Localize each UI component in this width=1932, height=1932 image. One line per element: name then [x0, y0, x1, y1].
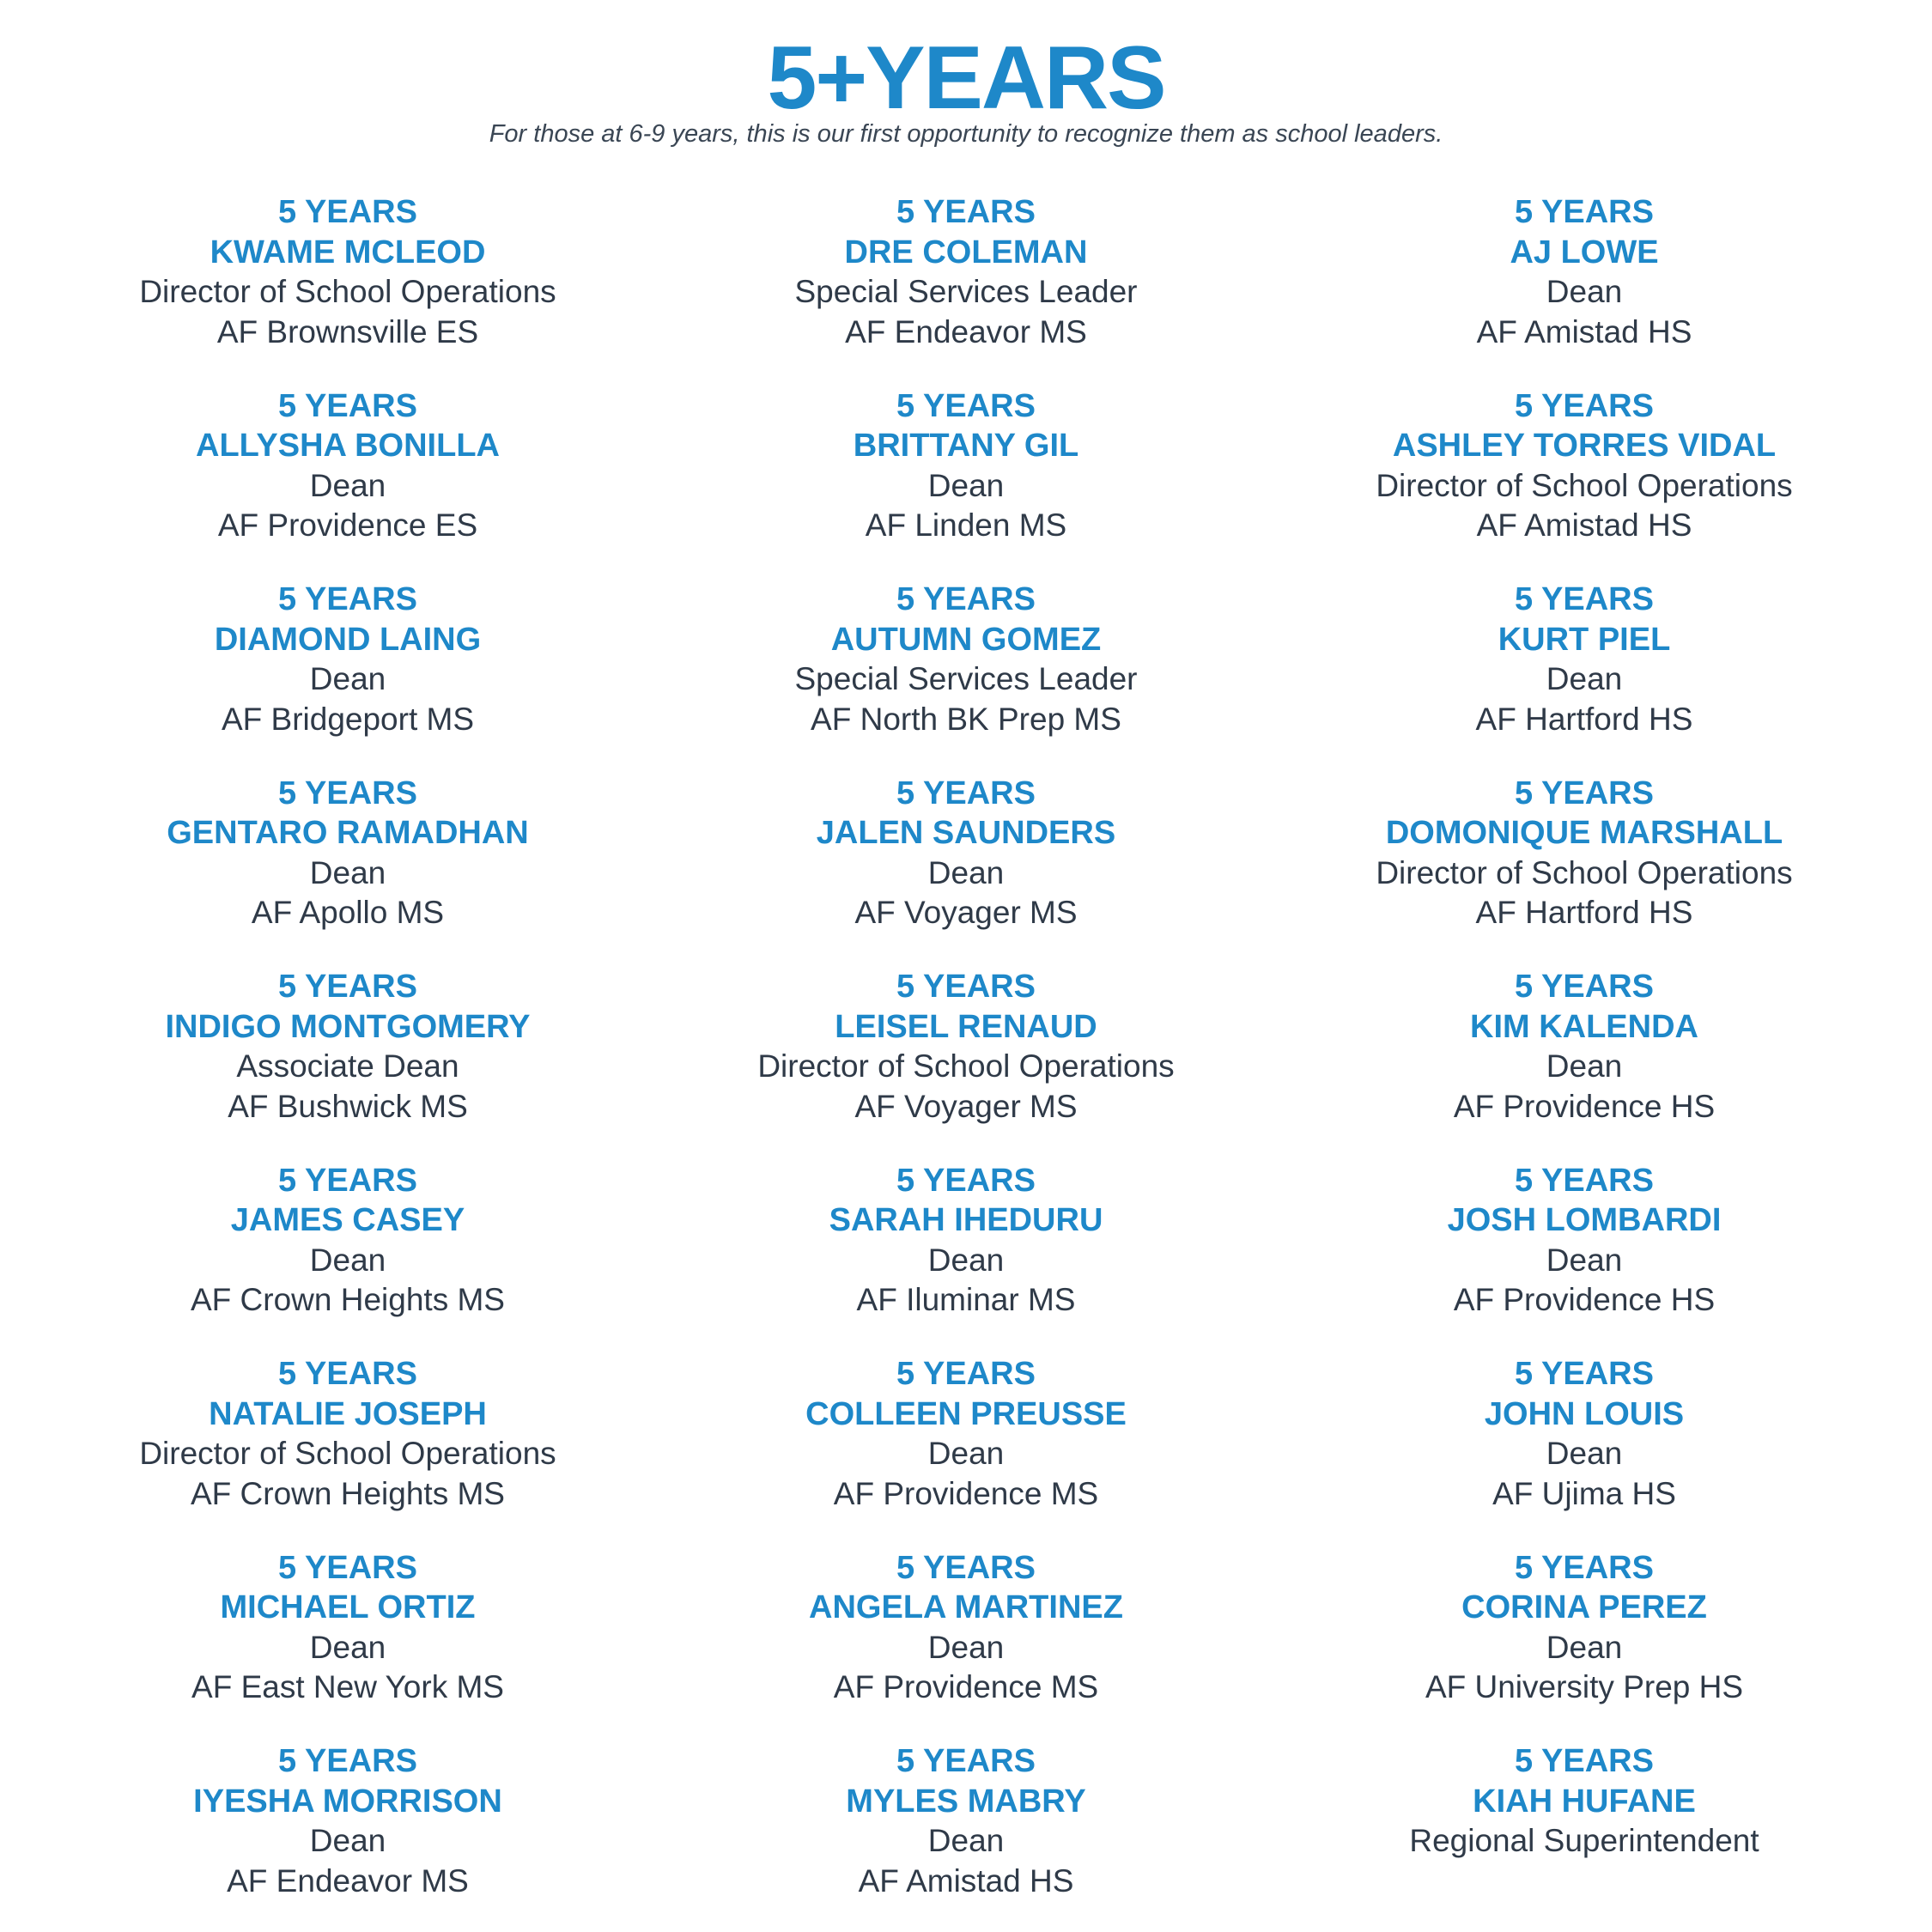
honoree-school: AF Bridgeport MS: [221, 701, 475, 737]
honoree-role: Dean: [309, 1629, 386, 1665]
honoree-role: Associate Dean: [236, 1048, 459, 1084]
honoree-school: AF Ujima HS: [1492, 1475, 1676, 1511]
honoree-card: [657, 386, 1275, 546]
honoree-school: AF Providence ES: [217, 507, 478, 543]
honoree-school: AF Bushwick MS: [228, 1088, 468, 1124]
honoree-school: AF Brownsville ES: [216, 313, 479, 349]
page-subtitle: For those at 6-9 years, this is our first opportunity to recognize them as school leaders.: [489, 120, 1443, 148]
honoree-name: MICHAEL ORTIZ: [220, 1589, 476, 1625]
honoree-name: DRE COLEMAN: [844, 234, 1088, 270]
honoree-role: Dean: [1546, 1048, 1623, 1084]
honoree-role: Dean: [309, 661, 386, 696]
honoree-card: [1275, 967, 1893, 1127]
honoree-years: 5 YEARS: [896, 1549, 1036, 1586]
honoree-school: AF Providence MS: [833, 1475, 1099, 1511]
honoree-name: INDIGO MONTGOMERY: [165, 1008, 531, 1045]
honoree-card: [1275, 774, 1893, 933]
honoree-years: 5 YEARS: [278, 969, 417, 1005]
honoree-name: KIAH HUFANE: [1473, 1783, 1696, 1820]
honoree-card: [1275, 1548, 1893, 1708]
honoree-school: AF Hartford HS: [1475, 701, 1693, 737]
honoree-card: [1275, 1741, 1893, 1862]
honoree-years: 5 YEARS: [896, 969, 1036, 1005]
honoree-name: KURT PIEL: [1498, 621, 1671, 658]
honoree-role: Dean: [927, 1436, 1005, 1471]
honoree-role: Dean: [1546, 274, 1623, 309]
honoree-years: 5 YEARS: [278, 1549, 417, 1586]
honoree-name: MYLES MABRY: [846, 1783, 1086, 1820]
honoree-name: DOMONIQUE MARSHALL: [1385, 815, 1783, 851]
honoree-card: [1275, 1354, 1893, 1514]
honoree-years: 5 YEARS: [1515, 1356, 1654, 1392]
honoree-name: KIM KALENDA: [1470, 1008, 1698, 1045]
honoree-card: [1275, 580, 1893, 739]
honoree-years: 5 YEARS: [896, 194, 1036, 230]
honoree-name: BRITTANY GIL: [853, 428, 1079, 464]
honoree-card: [657, 580, 1275, 739]
honoree-role: Director of School Operations: [139, 274, 556, 309]
honoree-name: AUTUMN GOMEZ: [830, 621, 1102, 658]
honoree-school: AF East New York MS: [191, 1669, 504, 1704]
honoree-years: 5 YEARS: [278, 1743, 417, 1779]
honoree-years: 5 YEARS: [1515, 387, 1654, 424]
honoree-years: 5 YEARS: [1515, 969, 1654, 1005]
honoree-school: AF Crown Heights MS: [191, 1282, 505, 1317]
honoree-role: Dean: [309, 854, 386, 890]
honoree-name: NATALIE JOSEPH: [209, 1395, 487, 1432]
honoree-card: [1275, 192, 1893, 352]
honoree-name: SARAH IHEDURU: [829, 1202, 1103, 1238]
honoree-name: GENTARO RAMADHAN: [167, 815, 529, 851]
honoree-card: [39, 192, 657, 352]
honoree-years: 5 YEARS: [278, 581, 417, 617]
honoree-role: Special Services Leader: [794, 274, 1138, 309]
honoree-years: 5 YEARS: [278, 1162, 417, 1199]
honoree-name: CORINA PEREZ: [1461, 1589, 1707, 1625]
honoree-years: 5 YEARS: [1515, 194, 1654, 230]
honoree-school: AF Amistad HS: [1476, 313, 1692, 349]
honoree-card: [39, 386, 657, 546]
honoree-name: ANGELA MARTINEZ: [809, 1589, 1123, 1625]
honoree-name: JAMES CASEY: [230, 1202, 465, 1238]
honoree-card: [657, 1548, 1275, 1708]
honoree-school: AF Amistad HS: [1476, 507, 1692, 543]
honoree-school: AF North BK Prep MS: [811, 701, 1121, 737]
honoree-name: ASHLEY TORRES VIDAL: [1392, 428, 1777, 464]
honoree-role: Director of School Operations: [1376, 467, 1793, 503]
honoree-name: JALEN SAUNDERS: [816, 815, 1116, 851]
page-title: 5+YEARS: [767, 28, 1165, 128]
honoree-card: [39, 774, 657, 933]
honoree-role: Dean: [309, 467, 386, 503]
honoree-school: AF Voyager MS: [854, 895, 1078, 930]
honoree-card: [1275, 386, 1893, 546]
honoree-role: Dean: [309, 1242, 386, 1278]
honoree-card: [657, 192, 1275, 352]
honoree-name: IYESHA MORRISON: [193, 1783, 502, 1820]
honoree-name: AJ LOWE: [1510, 234, 1659, 270]
honoree-card: [657, 1354, 1275, 1514]
honoree-years: 5 YEARS: [896, 1356, 1036, 1392]
honoree-school: AF Providence HS: [1453, 1088, 1716, 1124]
honoree-role: Dean: [927, 1629, 1005, 1665]
honoree-school: AF Voyager MS: [854, 1088, 1078, 1124]
honoree-school: AF University Prep HS: [1425, 1669, 1744, 1704]
honoree-school: AF Crown Heights MS: [191, 1475, 505, 1511]
honoree-name: ALLYSHA BONILLA: [196, 428, 500, 464]
honoree-school: AF Providence HS: [1453, 1282, 1716, 1317]
honoree-years: 5 YEARS: [896, 1743, 1036, 1779]
honoree-name: COLLEEN PREUSSE: [805, 1395, 1127, 1432]
honoree-card: [39, 580, 657, 739]
honoree-years: 5 YEARS: [896, 387, 1036, 424]
honoree-years: 5 YEARS: [1515, 1549, 1654, 1586]
honoree-role: Dean: [1546, 1629, 1623, 1665]
honoree-years: 5 YEARS: [278, 775, 417, 811]
honoree-card: [1275, 1161, 1893, 1321]
honoree-role: Special Services Leader: [794, 661, 1138, 696]
honoree-school: AF Linden MS: [865, 507, 1067, 543]
honoree-card: [39, 1161, 657, 1321]
honoree-role: Dean: [927, 1242, 1005, 1278]
honoree-school: AF Amistad HS: [858, 1862, 1074, 1899]
honoree-years: 5 YEARS: [896, 1162, 1036, 1199]
honoree-card: [39, 967, 657, 1127]
honoree-role: Dean: [1546, 1436, 1623, 1471]
honoree-years: 5 YEARS: [1515, 581, 1654, 617]
honoree-school: AF Endeavor MS: [845, 313, 1087, 349]
honoree-role: Dean: [1546, 1242, 1623, 1278]
honoree-card: [39, 1741, 657, 1901]
honoree-role: Director of School Operations: [1376, 854, 1793, 890]
honoree-years: 5 YEARS: [896, 581, 1036, 617]
honoree-years: 5 YEARS: [278, 194, 417, 230]
honoree-role: Dean: [309, 1823, 386, 1858]
honoree-name: KWAME MCLEOD: [210, 234, 486, 270]
honoree-card: [657, 1741, 1275, 1901]
honoree-name: LEISEL RENAUD: [835, 1008, 1097, 1045]
honoree-name: JOHN LOUIS: [1484, 1395, 1685, 1432]
honoree-card: [657, 1161, 1275, 1321]
honoree-years: 5 YEARS: [278, 387, 417, 424]
honoree-school: AF Endeavor MS: [227, 1862, 469, 1899]
honoree-card: [39, 1354, 657, 1514]
honoree-card: [657, 967, 1275, 1127]
honoree-school: AF Providence MS: [833, 1669, 1099, 1704]
honoree-name: JOSH LOMBARDI: [1447, 1202, 1722, 1238]
honoree-role: Dean: [927, 467, 1005, 503]
honoree-role: Dean: [927, 854, 1005, 890]
honoree-school: AF Hartford HS: [1475, 895, 1693, 930]
honoree-role: Regional Superintendent: [1409, 1823, 1759, 1858]
honoree-years: 5 YEARS: [896, 775, 1036, 811]
honoree-role: Dean: [1546, 661, 1623, 696]
honoree-card: [657, 774, 1275, 933]
honoree-card: [39, 1548, 657, 1708]
honoree-school: AF Iluminar MS: [856, 1282, 1076, 1317]
honoree-role: Dean: [927, 1823, 1005, 1858]
honoree-school: AF Apollo MS: [251, 895, 445, 930]
honoree-name: DIAMOND LAING: [214, 621, 482, 658]
honoree-role: Director of School Operations: [757, 1048, 1175, 1084]
honoree-years: 5 YEARS: [278, 1356, 417, 1392]
honoree-role: Director of School Operations: [139, 1436, 556, 1471]
honoree-years: 5 YEARS: [1515, 1162, 1654, 1199]
honoree-years: 5 YEARS: [1515, 775, 1654, 811]
honoree-years: 5 YEARS: [1515, 1743, 1654, 1779]
